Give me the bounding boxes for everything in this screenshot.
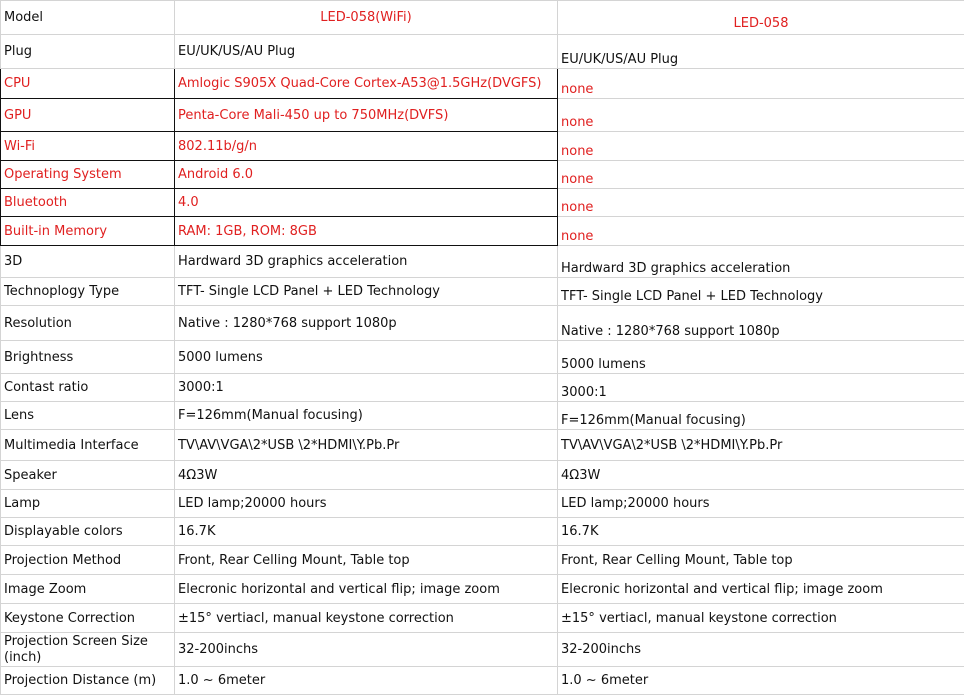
row-label: Brightness [1,341,175,374]
model-a-value: RAM: 1GB, ROM: 8GB [175,217,558,246]
row-label: GPU [1,99,175,132]
row-label [1,633,175,667]
model-a-value: TV\AV\VGA\2*USB \2*HDMI\Y.Pb.Pr [175,430,558,461]
row-label: Operating System [1,161,175,189]
model-a-value: 5000 lumens [175,341,558,374]
row-label: 3D [1,246,175,278]
model-b-value: 3000:1 [558,374,964,402]
table-row-plug [1,35,964,69]
model-a-value: Penta-Core Mali-450 up to 750MHz(DVFS) [175,99,558,132]
model-b-value: Front, Rear Celling Mount, Table top [558,546,964,575]
model-a-value: Elecronic horizontal and vertical flip; image zoom [175,575,558,604]
table-row-3d [1,246,964,278]
table-row-brightness [1,341,964,374]
model-b-value: LED lamp;20000 hours [558,490,964,518]
table-row-contrast [1,374,964,402]
row-label: Built-in Memory [1,217,175,246]
model-b-value: none [558,189,964,217]
model-b-value: EU/UK/US/AU Plug [558,35,964,69]
model-a-value: Native : 1280*768 support 1080p [175,306,558,341]
table-row-os [1,161,964,189]
model-a-value: ±15° vertiacl, manual keystone correction [175,604,558,633]
model-a-value: 802.11b/g/n [175,132,558,161]
model-b-value: none [558,161,964,189]
row-label: Image Zoom [1,575,175,604]
row-label: Lens [1,402,175,430]
table-row-keystone [1,604,964,633]
row-label: Multimedia Interface [1,430,175,461]
row-label: Keystone Correction [1,604,175,633]
model-b-value: Hardward 3D graphics acceleration [558,246,964,278]
row-label: Technoplogy Type [1,278,175,306]
model-a-value: 3000:1 [175,374,558,402]
model-b-value: none [558,99,964,132]
model-b-value: 32-200inchs [558,633,964,667]
row-label: Bluetooth [1,189,175,217]
row-label: Projection Distance (m) [1,667,175,695]
table-row-technology [1,278,964,306]
model-b-value: 16.7K [558,518,964,546]
model-a-value: 4Ω3W [175,461,558,490]
row-label: Contast ratio [1,374,175,402]
model-b-value: TFT- Single LCD Panel + LED Technology [558,278,964,306]
row-label: Speaker [1,461,175,490]
table-row-model [1,1,964,35]
table-row-resolution [1,306,964,341]
row-label: CPU [1,69,175,99]
table-row-lamp [1,490,964,518]
model-b-value: 5000 lumens [558,341,964,374]
model-b-value: TV\AV\VGA\2*USB \2*HDMI\Y.Pb.Pr [558,430,964,461]
model-b-value: F=126mm(Manual focusing) [558,402,964,430]
model-a-header: LED-058(WiFi) [175,1,558,35]
table-row-projection-method [1,546,964,575]
row-label: Model [1,1,175,35]
row-label: Lamp [1,490,175,518]
model-b-value: Native : 1280*768 support 1080p [558,306,964,341]
row-label: Resolution [1,306,175,341]
table-row-image-zoom [1,575,964,604]
table-row-multimedia [1,430,964,461]
model-b-value: 4Ω3W [558,461,964,490]
table-row-memory [1,217,964,246]
model-b-header: LED-058 [558,1,964,35]
model-a-value: Amlogic S905X Quad-Core Cortex-A53@1.5GHz(DVGFS) [175,69,558,99]
model-a-value: 4.0 [175,189,558,217]
model-a-value: LED lamp;20000 hours [175,490,558,518]
table-row-wifi [1,132,964,161]
model-b-value: Elecronic horizontal and vertical flip; image zoom [558,575,964,604]
table-row-colors [1,518,964,546]
table-row-gpu [1,99,964,132]
model-b-value: none [558,132,964,161]
model-a-value: TFT- Single LCD Panel + LED Technology [175,278,558,306]
model-a-value: Front, Rear Celling Mount, Table top [175,546,558,575]
model-a-value: Android 6.0 [175,161,558,189]
model-a-value: F=126mm(Manual focusing) [175,402,558,430]
table-row-screen-size [1,633,964,667]
row-label: Plug [1,35,175,69]
table-row-lens [1,402,964,430]
model-a-value: 16.7K [175,518,558,546]
model-a-value: 32-200inchs [175,633,558,667]
row-label-text: Projection Screen Size (inch) [4,634,171,666]
row-label: Projection Method [1,546,175,575]
table-row-speaker [1,461,964,490]
table-row-bluetooth [1,189,964,217]
model-b-value: none [558,69,964,99]
table-row-distance [1,667,964,695]
model-a-value: EU/UK/US/AU Plug [175,35,558,69]
table-row-cpu [1,69,964,99]
model-a-value: 1.0 ~ 6meter [175,667,558,695]
model-b-value: 1.0 ~ 6meter [558,667,964,695]
row-label: Displayable colors [1,518,175,546]
model-a-value: Hardward 3D graphics acceleration [175,246,558,278]
model-b-value: none [558,217,964,246]
model-b-value: ±15° vertiacl, manual keystone correction [558,604,964,633]
row-label: Wi-Fi [1,132,175,161]
